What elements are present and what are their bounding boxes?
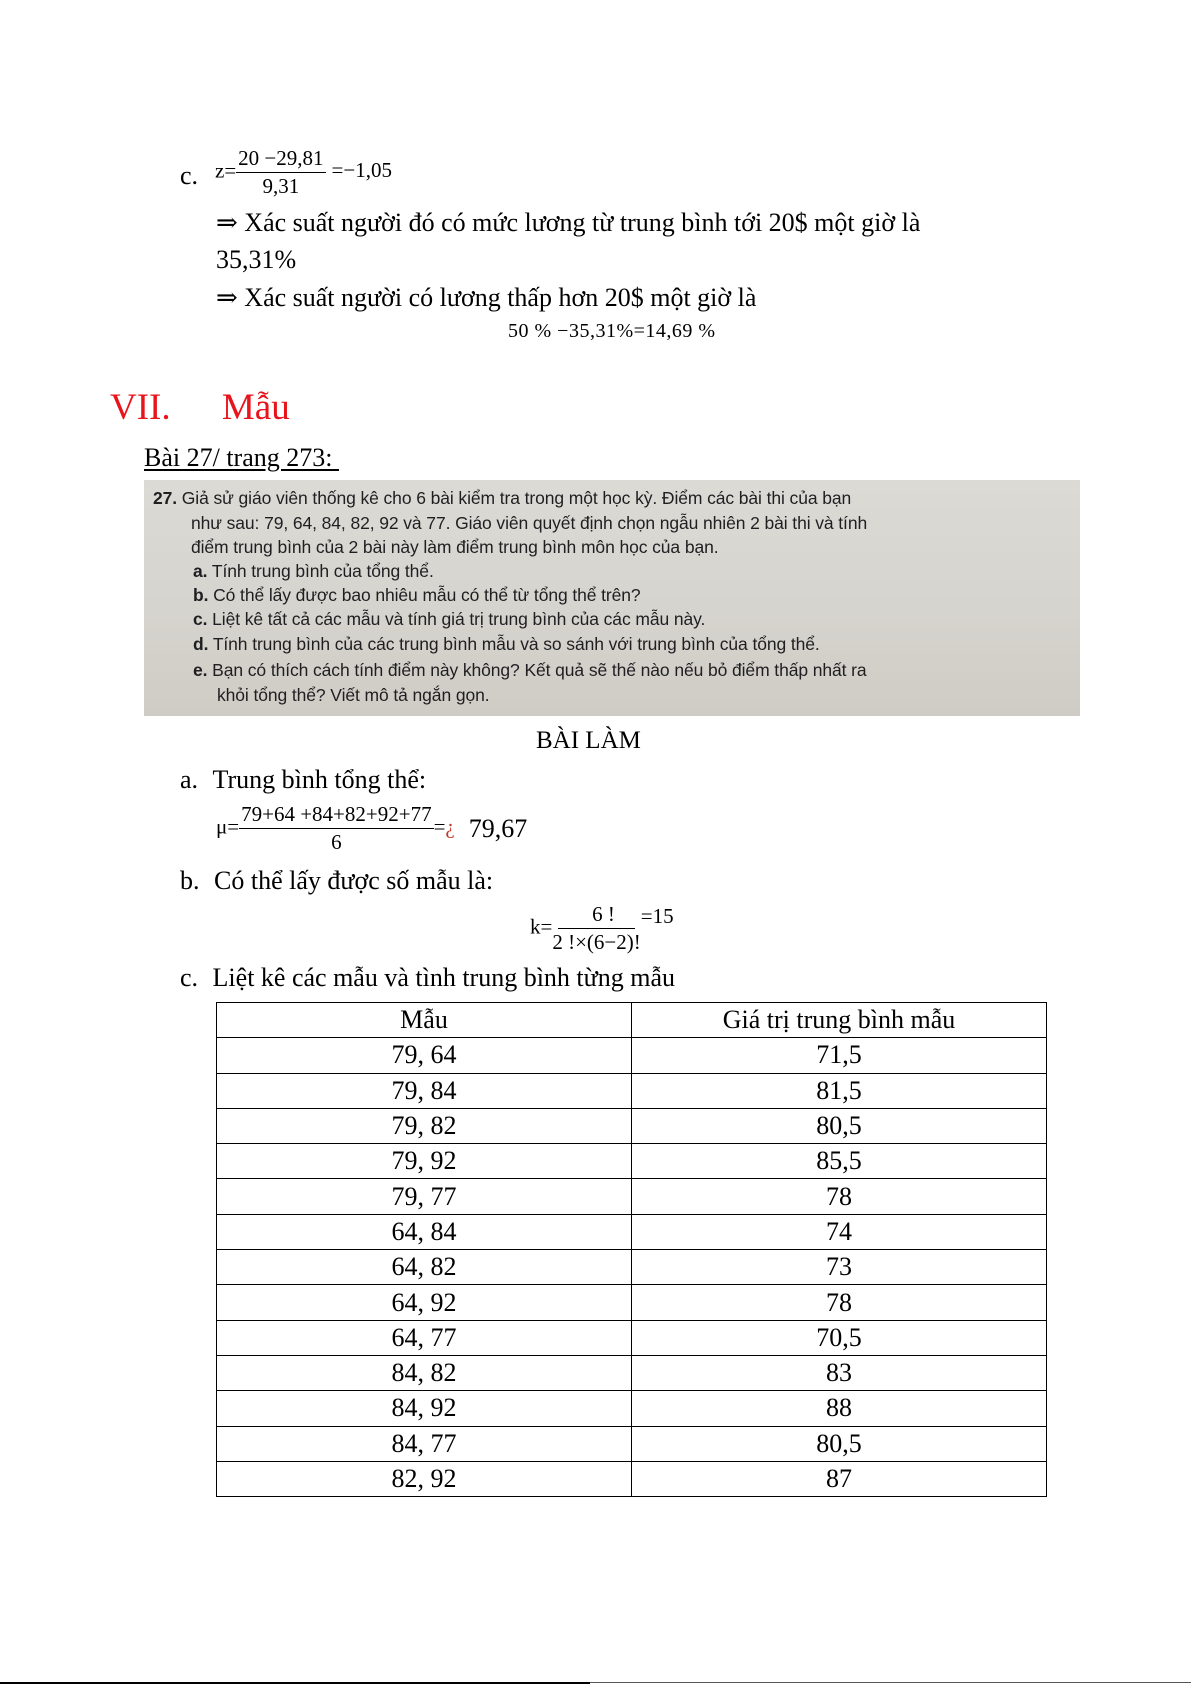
footer-divider-right: [590, 1682, 1191, 1683]
table-row: [217, 1461, 1047, 1496]
mean-cell: 88: [632, 1391, 1047, 1426]
table-row: [217, 1214, 1047, 1249]
photo-line: [193, 609, 705, 630]
table-row: [217, 1038, 1047, 1073]
photo-line-text: Tính trung bình của các trung bình mẫu và so sánh với trung bình của tổng thể.: [212, 634, 820, 654]
solution-c-text: Liệt kê các mẫu và tình trung bình từng mẫu: [212, 963, 676, 992]
sample-means-table: [216, 1002, 1047, 1497]
z-lhs: z=: [215, 158, 237, 183]
section-heading: [110, 386, 290, 429]
mean-cell: 80,5: [632, 1426, 1047, 1461]
z-numerator: 20 −29,81: [236, 146, 325, 173]
implies-icon: ⇒: [216, 208, 238, 237]
solution-b-text: Có thể lấy được số mẫu là:: [214, 866, 494, 895]
mean-cell: 74: [632, 1214, 1047, 1249]
photo-line-text: Liệt kê tất cả các mẫu và tính giá trị trung bình của các mẫu này.: [212, 609, 706, 629]
z-fraction: [236, 146, 325, 199]
conclusion-line-1: [216, 207, 920, 238]
solution-c: [180, 962, 675, 993]
mean-cell: 73: [632, 1250, 1047, 1285]
conclusion-line-2: [216, 282, 756, 313]
mean-cell: 81,5: [632, 1073, 1047, 1108]
k-rhs: =15: [640, 904, 674, 929]
k-fraction: [552, 902, 640, 955]
column-header-sample: Mẫu: [217, 1003, 632, 1038]
problem-number: 27.: [153, 488, 178, 508]
photo-line: [153, 488, 851, 509]
item-letter: c.: [193, 609, 208, 629]
part-c-label: c.: [180, 161, 199, 190]
sample-cell: 79, 82: [217, 1108, 632, 1143]
photo-line-text: Tính trung bình của tổng thể.: [211, 561, 434, 581]
sample-cell: 64, 92: [217, 1285, 632, 1320]
mu-lhs: μ=: [216, 814, 240, 839]
mean-cell: 85,5: [632, 1144, 1047, 1179]
photo-line: [193, 634, 820, 655]
probability-result: 50 % −35,31%=14,69 %: [508, 320, 716, 342]
solution-b: [180, 865, 493, 896]
column-header-mean: Giá trị trung bình mẫu: [632, 1003, 1047, 1038]
mean-cell: 87: [632, 1461, 1047, 1496]
table-row: [217, 1108, 1047, 1143]
k-numerator: 6 !: [558, 902, 635, 929]
photo-line-text: Có thể lấy được bao nhiêu mẫu có thể từ tổng thể trên?: [213, 585, 641, 605]
mu-denominator: 6: [331, 830, 342, 854]
sample-cell: 79, 77: [217, 1179, 632, 1214]
table-row: [217, 1285, 1047, 1320]
exercise-reference: [144, 442, 339, 473]
item-letter: a.: [193, 561, 208, 581]
sample-cell: 84, 77: [217, 1426, 632, 1461]
solution-a-text: Trung bình tổng thể:: [212, 765, 427, 794]
solution-c-label: c.: [180, 963, 199, 992]
footer-divider: [0, 1682, 590, 1684]
sample-cell: 79, 84: [217, 1073, 632, 1108]
k-formula: [530, 902, 674, 955]
photo-line: khỏi tổng thể? Viết mô tả ngắn gọn.: [217, 685, 490, 705]
solution-a: [180, 764, 426, 795]
mu-fraction: [239, 802, 433, 855]
conclusion-1-text: Xác suất người đó có mức lương từ trung bình tới 20$ một giờ là: [244, 208, 921, 237]
item-letter: d.: [193, 634, 209, 654]
table-row: [217, 1391, 1047, 1426]
sample-cell: 84, 82: [217, 1355, 632, 1390]
photo-line-text: Giả sử giáo viên thống kê cho 6 bài kiểm tra trong một học kỳ. Điểm các bài thi của bạn: [181, 488, 852, 508]
sample-cell: 64, 84: [217, 1214, 632, 1249]
mu-glyph: ¿: [445, 814, 455, 839]
mean-cell: 71,5: [632, 1038, 1047, 1073]
photo-line: điểm trung bình của 2 bài này làm điểm trung bình môn học của bạn.: [191, 537, 719, 557]
solution-a-label: a.: [180, 765, 199, 794]
implies-icon: ⇒: [216, 283, 238, 312]
section-number: VII.: [110, 387, 171, 428]
z-rhs: =−1,05: [331, 158, 392, 183]
table-row: [217, 1250, 1047, 1285]
mean-cell: 78: [632, 1179, 1047, 1214]
solution-heading: BÀI LÀM: [536, 727, 641, 754]
mean-cell: 83: [632, 1355, 1047, 1390]
sample-cell: 64, 82: [217, 1250, 632, 1285]
z-denominator: 9,31: [262, 174, 300, 198]
table-row: [217, 1355, 1047, 1390]
table-header-row: [217, 1003, 1047, 1038]
mu-formula: [216, 802, 527, 855]
mean-cell: 80,5: [632, 1108, 1047, 1143]
conclusion-2-text: Xác suất người có lương thấp hơn 20$ một giờ là: [244, 283, 757, 312]
item-letter: e.: [193, 660, 208, 680]
exercise-reference-text: Bài 27/ trang 273:: [144, 443, 333, 472]
z-formula: [215, 146, 392, 199]
photo-line: như sau: 79, 64, 84, 82, 92 và 77. Giáo viên quyết định chọn ngẫu nhiên 2 bài thi và tính: [191, 513, 868, 533]
mu-numerator: 79+64 +84+82+92+77: [239, 802, 433, 829]
item-letter: b.: [193, 585, 209, 605]
mu-value: 79,67: [468, 813, 528, 843]
sample-cell: 79, 92: [217, 1144, 632, 1179]
textbook-photo: [144, 480, 1080, 716]
sample-cell: 82, 92: [217, 1461, 632, 1496]
solution-b-label: b.: [180, 866, 200, 895]
mean-cell: 78: [632, 1285, 1047, 1320]
table-row: [217, 1144, 1047, 1179]
sample-cell: 84, 92: [217, 1391, 632, 1426]
sample-cell: 64, 77: [217, 1320, 632, 1355]
mu-equals: =: [433, 814, 446, 839]
sample-cell: 79, 64: [217, 1038, 632, 1073]
conclusion-line-1-cont: 35,31%: [216, 245, 297, 274]
table-row: [217, 1179, 1047, 1214]
mean-cell: 70,5: [632, 1320, 1047, 1355]
k-lhs: k=: [530, 914, 553, 939]
table-row: [217, 1320, 1047, 1355]
photo-line-text: Bạn có thích cách tính điểm này không? Kết quả sẽ thế nào nếu bỏ điểm thấp nhất ra: [212, 660, 867, 680]
section-title: Mẫu: [221, 387, 290, 428]
photo-line: [193, 660, 867, 681]
table-row: [217, 1426, 1047, 1461]
k-denominator: 2 !×(6−2)!: [552, 930, 641, 954]
photo-line: [193, 561, 434, 582]
table-row: [217, 1073, 1047, 1108]
photo-line: [193, 585, 641, 606]
